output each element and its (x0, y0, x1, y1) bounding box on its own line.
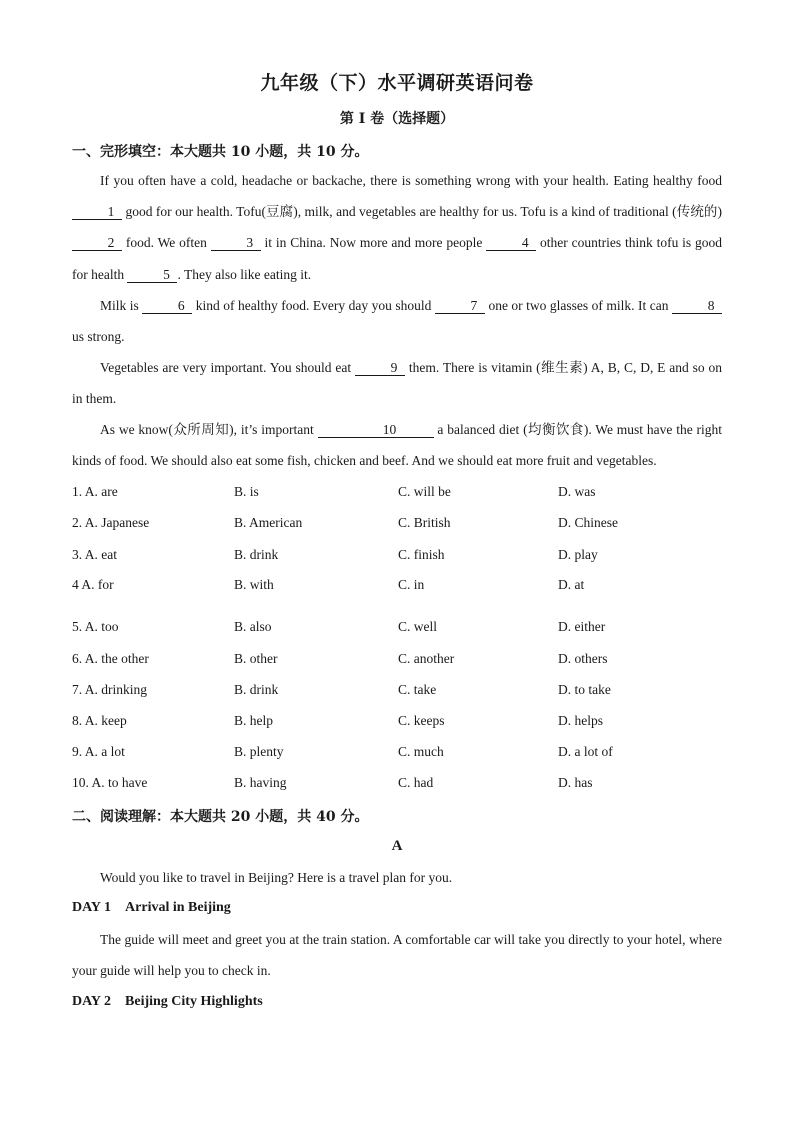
option-d: D. has (558, 775, 593, 790)
option-a: 4 A. for (72, 577, 114, 592)
cloze-paragraph-4 (72, 414, 722, 476)
option-a: 2. A. Japanese (72, 515, 150, 530)
option-b: B. drink (234, 547, 279, 562)
cloze-paragraph-2 (72, 290, 722, 352)
question-options-4 (72, 577, 732, 608)
passage-letter: A (391, 838, 403, 854)
cloze-text: kind of healthy food. Every day you should (195, 298, 432, 313)
cloze-blank-9: 9 (355, 361, 405, 376)
option-d: D. play (558, 547, 598, 562)
cloze-blank-5: 5 (127, 268, 177, 283)
cloze-text: . They also like eating it. (177, 266, 312, 282)
option-c: C. will be (398, 484, 451, 499)
cloze-text: a balanced diet (均衡饮食). We must have the right kinds of food. We should also eat some fish, chicken and beef. And we should eat more fruit and vegetables. (72, 422, 723, 469)
option-c: C. had (398, 775, 434, 790)
option-c: C. much (398, 744, 444, 759)
option-a: 6. A. the other (72, 651, 149, 666)
cloze-blank-10: 10 (318, 423, 434, 438)
section-heading-reading: 二、阅读理解：本大题共 20 小题，共 40 分。 (72, 809, 369, 825)
day-1-description: The guide will meet and greet you at the train station. A comfortable car will take you directly to your hotel, where your guide will help you to check in. (72, 932, 722, 979)
cloze-text: it in China. Now more and more people (264, 235, 483, 251)
question-options-9 (72, 744, 732, 775)
option-a: 9. A. a lot (72, 744, 125, 759)
cloze-text: us strong. (72, 329, 125, 345)
question-options-3 (72, 547, 732, 578)
cloze-blank-7: 7 (435, 299, 485, 314)
option-a: 8. A. keep (72, 713, 127, 728)
cloze-text: food. We often (125, 235, 207, 251)
option-a: 1. A. are (72, 484, 118, 499)
option-d: D. to take (558, 682, 611, 697)
option-b: B. also (234, 619, 272, 634)
day-title: Beijing City Highlights (125, 994, 263, 1009)
option-b: B. plenty (234, 744, 284, 759)
cloze-paragraph-3 (72, 352, 722, 414)
option-c: C. finish (398, 547, 445, 562)
option-b: B. having (234, 775, 287, 790)
option-d: D. others (558, 651, 608, 666)
question-options-1 (72, 484, 732, 515)
option-a: 10. A. to have (72, 775, 148, 790)
option-c: C. in (398, 577, 425, 592)
cloze-blank-4: 4 (486, 236, 536, 251)
cloze-blank-1: 1 (72, 205, 122, 220)
question-options-7 (72, 682, 732, 713)
question-options-2 (72, 515, 732, 546)
day-number: DAY 2 (72, 994, 112, 1009)
cloze-text: If you often have a cold, headache or backache, there is something wrong with your health. Eating healthy food (100, 173, 722, 188)
option-d: D. a lot of (558, 744, 613, 759)
option-a: 7. A. drinking (72, 682, 148, 697)
option-c: C. well (398, 619, 437, 634)
cloze-blank-8: 8 (672, 299, 722, 314)
option-d: D. either (558, 619, 606, 634)
cloze-text: one or two glasses of milk. It can (488, 298, 669, 313)
cloze-blank-3: 3 (211, 236, 261, 251)
day-title: Arrival in Beijing (125, 900, 231, 915)
cloze-text: good for our health. Tofu(豆腐), milk, and vegetables are healthy for us. Tofu is a kind of traditional (传统的) (125, 204, 723, 220)
question-options-5 (72, 619, 732, 650)
option-c: C. another (398, 651, 455, 666)
option-b: B. is (234, 484, 259, 499)
question-options-6 (72, 651, 732, 682)
cloze-text: Vegetables are very important. You should eat (100, 360, 352, 375)
question-options-8 (72, 713, 732, 744)
day-heading-2 (72, 994, 263, 1010)
page-subtitle: 第 I 卷（选择题） (339, 111, 455, 127)
option-b: B. help (234, 713, 273, 728)
section-heading-cloze: 一、完形填空：本大题共 10 小题，共 10 分。 (72, 144, 369, 160)
question-options-10 (72, 775, 732, 806)
option-d: D. was (558, 484, 596, 499)
cloze-blank-2: 2 (72, 236, 122, 251)
cloze-text: Milk is (100, 298, 139, 313)
cloze-text: other countries think tofu is good for health (72, 235, 723, 282)
cloze-paragraph-1 (72, 165, 722, 290)
cloze-text: As we know(众所周知), it’s important (100, 422, 314, 437)
option-a: 3. A. eat (72, 547, 117, 562)
day-number: DAY 1 (72, 900, 112, 915)
cloze-text: them. There is vitamin (维生素) A, B, C, D, E and so on in them. (72, 360, 723, 407)
option-c: C. British (398, 515, 451, 530)
option-b: B. other (234, 651, 278, 666)
option-c: C. keeps (398, 713, 445, 728)
option-b: B. with (234, 577, 274, 592)
option-d: D. helps (558, 713, 603, 728)
option-d: D. at (558, 577, 585, 592)
passage-intro: Would you like to travel in Beijing? Here is a travel plan for you. (100, 870, 453, 885)
option-b: B. drink (234, 682, 279, 697)
option-a: 5. A. too (72, 619, 119, 634)
option-c: C. take (398, 682, 437, 697)
option-d: D. Chinese (558, 515, 618, 530)
page-title: 九年级（下）水平调研英语问卷 (260, 72, 534, 94)
option-b: B. American (234, 515, 303, 530)
cloze-blank-6: 6 (142, 299, 192, 314)
day-heading-1 (72, 900, 231, 916)
